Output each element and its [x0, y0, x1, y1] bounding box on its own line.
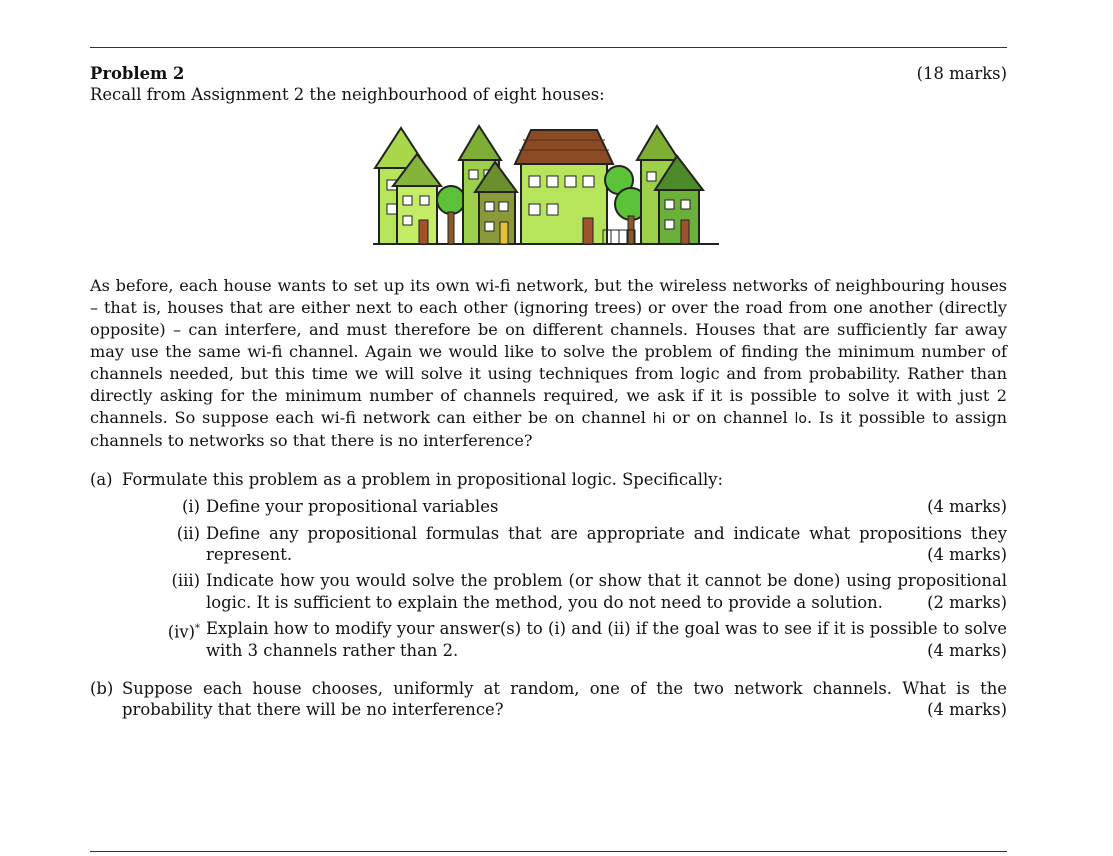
part-a-text: Formulate this problem as a problem in propositional logic. Specifically:	[122, 469, 724, 489]
subquestion-iii	[122, 570, 1007, 613]
problem-header	[90, 63, 1007, 84]
part-a-subquestions	[122, 496, 1007, 661]
subquestion-text-line2: with 3 channels rather than 2.	[206, 640, 459, 660]
subquestion-ii	[122, 523, 1007, 566]
part-b-label: (b)	[90, 679, 114, 699]
problem-intro: Recall from Assignment 2 the neighbourhood of eight houses:	[90, 85, 605, 105]
subquestion-label: (ii)	[176, 523, 200, 543]
subquestion-iv	[122, 618, 1007, 661]
description-part-2: or on channel	[672, 407, 788, 427]
optional-star: *	[195, 623, 200, 635]
description-part-3: . Is it possible to assign channels to networks so that there is no interference?	[90, 407, 1007, 450]
subquestion-marks: (2 marks)	[927, 592, 1007, 612]
part-a-label: (a)	[90, 469, 113, 489]
subquestion-label: (iv)*	[167, 622, 200, 642]
subquestion-marks: (4 marks)	[927, 545, 1007, 565]
problem-title: Problem 2	[90, 64, 185, 83]
subquestion-text-line1: Define any propositional formulas that are appropriate and indicate what propositions they	[206, 523, 1007, 543]
problem-page	[90, 63, 1007, 721]
subquestion-marks: (4 marks)	[927, 497, 1007, 517]
part-b-marks: (4 marks)	[927, 700, 1007, 720]
problem-marks: (18 marks)	[916, 64, 1007, 83]
subquestion-text-line2: logic. It is sufficient to explain the method, you do not need to provide a solution.	[206, 592, 883, 612]
top-rule	[90, 47, 1007, 48]
description-part-1: As before, each house wants to set up its own wi-fi network, but the wireless networks of neighbouring houses – that is, houses that are either next to each other (ignoring trees) or over the road from one another (directly opposite) – can interfere, and must therefore be on different channels. Houses that are sufficiently far away may use the same wi-fi channel. Again we would like to solve the problem of finding the minimum number of channels needed, but this time we will solve it using techniques from logic and from probability. Rather than directly asking for the minimum number of channels required, we ask if it is possible to solve it with just 2 channels. So suppose each wi-fi network can either be on channel	[90, 275, 1007, 427]
channel-lo: lo	[794, 410, 807, 427]
subquestion-label: (iii)	[171, 571, 200, 591]
part-b	[90, 678, 1007, 721]
subquestion-marks: (4 marks)	[927, 640, 1007, 660]
subquestion-text-line1: Indicate how you would solve the problem (or show that it cannot be done) using propositional	[206, 571, 1007, 591]
subquestion-text: Define your propositional variables	[206, 497, 499, 517]
part-a	[90, 469, 1007, 661]
subquestion-label: (i)	[181, 497, 200, 517]
subquestion-text-line2: represent.	[206, 545, 293, 565]
subquestion-i	[122, 496, 1007, 517]
problem-description	[90, 275, 1007, 452]
part-b-text-line1: Suppose each house chooses, uniformly at random, one of the two network channels. What is the	[122, 679, 1007, 699]
bottom-rule	[90, 851, 1007, 852]
subquestion-text-line1: Explain how to modify your answer(s) to (i) and (ii) if the goal was to see if it is possible to solve	[206, 619, 1007, 639]
channel-hi: hi	[652, 410, 666, 427]
part-b-text-line2: probability that there will be no interference?	[122, 700, 504, 720]
houses-illustration	[367, 120, 731, 248]
